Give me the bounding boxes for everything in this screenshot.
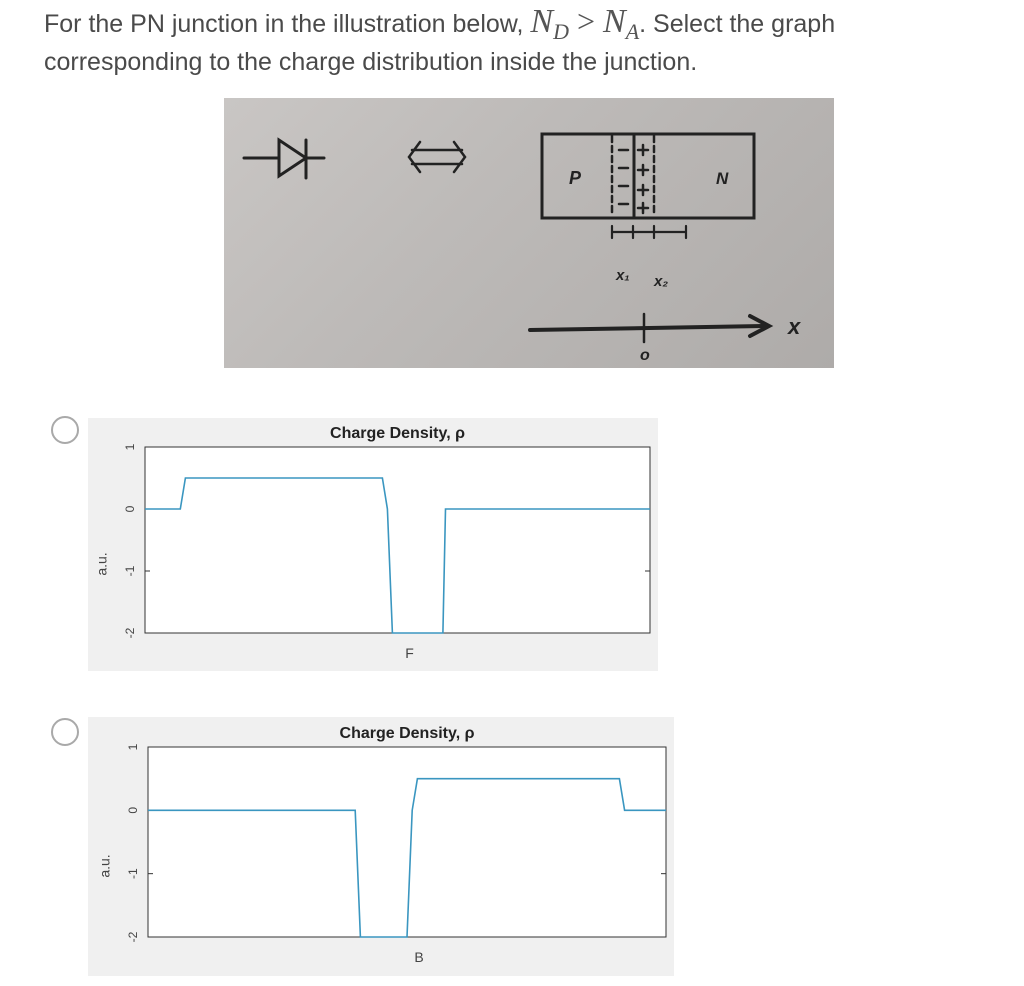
question-suffix: . Select the graph corresponding to the charge distribution inside the junction. xyxy=(44,10,836,76)
label-x: x xyxy=(788,314,801,339)
question-text xyxy=(44,3,984,77)
x-axis-label: B xyxy=(414,949,424,965)
label-origin: o xyxy=(640,347,650,364)
y-tick-label: -1 xyxy=(126,868,141,880)
charge-density-chart-option-2 xyxy=(88,717,674,976)
math-nd-symbol: N xyxy=(530,3,554,40)
minus-signs xyxy=(619,150,628,204)
chart-panel-option-2 xyxy=(88,717,674,976)
y-tick-label: -1 xyxy=(123,565,138,577)
label-x1: x₁ xyxy=(616,267,630,284)
chart-title: Charge Density, ρ xyxy=(339,725,475,742)
y-tick-label: 1 xyxy=(126,743,141,751)
charge-density-chart-option-1 xyxy=(88,418,658,671)
width-brackets xyxy=(612,226,686,238)
label-x2: x₂ xyxy=(654,273,669,290)
chart-panel-option-1 xyxy=(88,418,658,671)
y-tick-label: -2 xyxy=(126,931,141,943)
plot-area xyxy=(145,447,650,633)
equiv-heads xyxy=(409,142,465,172)
junction-sketch xyxy=(224,98,834,368)
x-axis-label: F xyxy=(405,645,414,661)
math-nd-gt-na xyxy=(530,3,640,44)
pn-junction-illustration xyxy=(224,98,834,368)
y-tick-label: 1 xyxy=(123,443,138,451)
answer-option-2[interactable] xyxy=(0,705,690,975)
math-nd-sub: D xyxy=(553,19,569,44)
label-p: P xyxy=(569,168,582,188)
math-na-sub: A xyxy=(625,19,640,44)
y-axis-label: a.u. xyxy=(93,552,110,576)
plot-area xyxy=(148,747,666,937)
math-gt: > xyxy=(576,3,595,39)
y-tick-label: -2 xyxy=(123,627,138,639)
question-prefix: For the PN junction in the illustration below, xyxy=(44,10,524,38)
label-n: N xyxy=(716,169,729,188)
x-axis xyxy=(530,326,764,330)
y-tick-label: 0 xyxy=(126,806,141,814)
chart-title: Charge Density, ρ xyxy=(330,425,465,442)
radio-button-option-1[interactable] xyxy=(51,416,79,444)
diode-triangle xyxy=(279,140,306,176)
y-tick-label: 0 xyxy=(123,505,138,513)
equiv-lines xyxy=(412,150,462,164)
y-axis-label: a.u. xyxy=(96,854,113,878)
plus-signs xyxy=(638,145,648,213)
radio-button-option-2[interactable] xyxy=(51,718,79,746)
answer-option-1[interactable] xyxy=(0,405,680,675)
math-na-symbol: N xyxy=(603,3,626,40)
